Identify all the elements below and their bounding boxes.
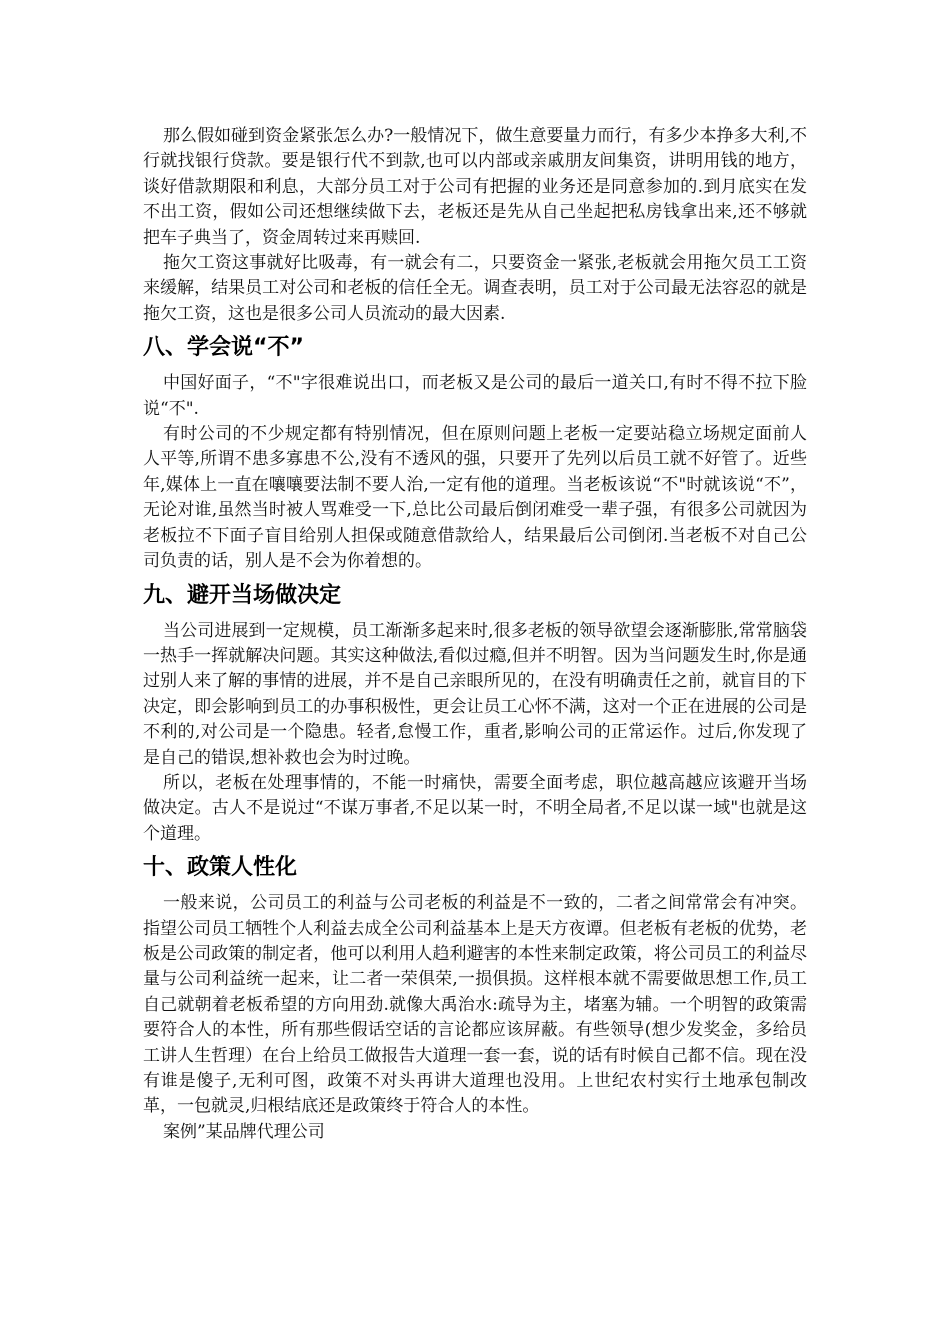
body-paragraph: 中国好面子，“不"字很难说出口，而老板又是公司的最后一道关口,有时不得不拉下脸说“不". xyxy=(143,373,807,419)
body-paragraph: 有时公司的不少规定都有特别情况，但在原则问题上老板一定要站稳立场规定面前人人平等,所谓不患多寡患不公,没有不透风的强，只要开了先列以后员工就不好管了。近些年,媒体上一直在嚷嚷要法制不要人治,一定有他的道理。当老板该说“不"时就该说“不”，无论对谁,虽然当时被人骂难受一下,总比公司最后倒闭难受一辈子强，有很多公司就因为老板拉不下面子盲目给别人担保或随意借款给人，结果最后公司倒闭.当老板不对自己公司负责的话，别人是不会为你着想的。 xyxy=(143,424,807,572)
body-paragraph: 当公司进展到一定规模，员工渐渐多起来时,很多老板的领导欲望会逐渐膨胀,常常脑袋一热手一挥就解决问题。其实这种做法,看似过瘾,但并不明智。因为当问题发生时,你是通过别人来了解的事情的进展，并不是自己亲眼所见的，在没有明确责任之前，就盲目的下决定，即会影响到员工的办事积极性，更会让员工心怀不满，这对一个正在进展的公司是不利的,对公司是一个隐患。轻者,怠慢工作，重者,影响公司的正常运作。过后,你发现了是自己的错误,想补救也会为时过晚。 xyxy=(143,620,807,768)
section-heading-9: 九、避开当场做决定 xyxy=(143,582,342,608)
body-paragraph: 一般来说，公司员工的利益与公司老板的利益是不一致的，二者之间常常会有冲突。指望公司员工牺牲个人利益去成全公司利益基本上是天方夜谭。但老板有老板的优势，老板是公司政策的制定者，他可以利用人趋利避害的本性来制定政策，将公司员工的利益尽量与公司利益统一起来，让二者一荣俱荣,一损俱损。这样根本就不需要做思想工作,员工自己就朝着老板希望的方向用劲.就像大禹治水:疏导为主，堵塞为辅。一个明智的政策需要符合人的本性，所有那些假话空话的言论都应该屏蔽。有些领导(想少发奖金，多给员工讲人生哲理）在台上给员工做报告大道理一套一套，说的话有时候自己都不信。现在没有谁是傻子,无利可图，政策不对头再讲大道理也没用。上世纪农村实行土地承包制改革，一包就灵,归根结底还是政策终于符合人的本性。 xyxy=(143,893,807,1117)
section-heading-8: 八、学会说“不” xyxy=(143,335,304,361)
case-label: 案例”某品牌代理公司 xyxy=(163,1121,325,1142)
body-paragraph: 所以，老板在处理事情的，不能一时痛快，需要全面考虑，职位越高越应该避开当场做决定。古人不是说过“不谋万事者,不足以某一时，不明全局者,不足以谋一域"也就是这个道理。 xyxy=(143,772,807,844)
body-paragraph: 那么假如碰到资金紧张怎么办?一般情况下，做生意要量力而行，有多少本挣多大利,不行就找银行贷款。要是银行代不到款,也可以内部或亲戚朋友间集资，讲明用钱的地方，谈好借款期限和利息，大部分员工对于公司有把握的业务还是同意参加的.到月底实在发不出工资，假如公司还想继续做下去，老板还是先从自己坐起把私房钱拿出来,还不够就把车子典当了，资金周转过来再赎回. xyxy=(143,126,807,248)
section-heading-10: 十、政策人性化 xyxy=(143,855,298,881)
body-paragraph: 拖欠工资这事就好比吸毒，有一就会有二，只要资金一紧张,老板就会用拖欠员工工资来缓解，结果员工对公司和老板的信任全无。调查表明，员工对于公司最无法容忍的就是拖欠工资，这也是很多公司人员流动的最大因素. xyxy=(143,253,807,324)
document-page xyxy=(143,124,807,1145)
